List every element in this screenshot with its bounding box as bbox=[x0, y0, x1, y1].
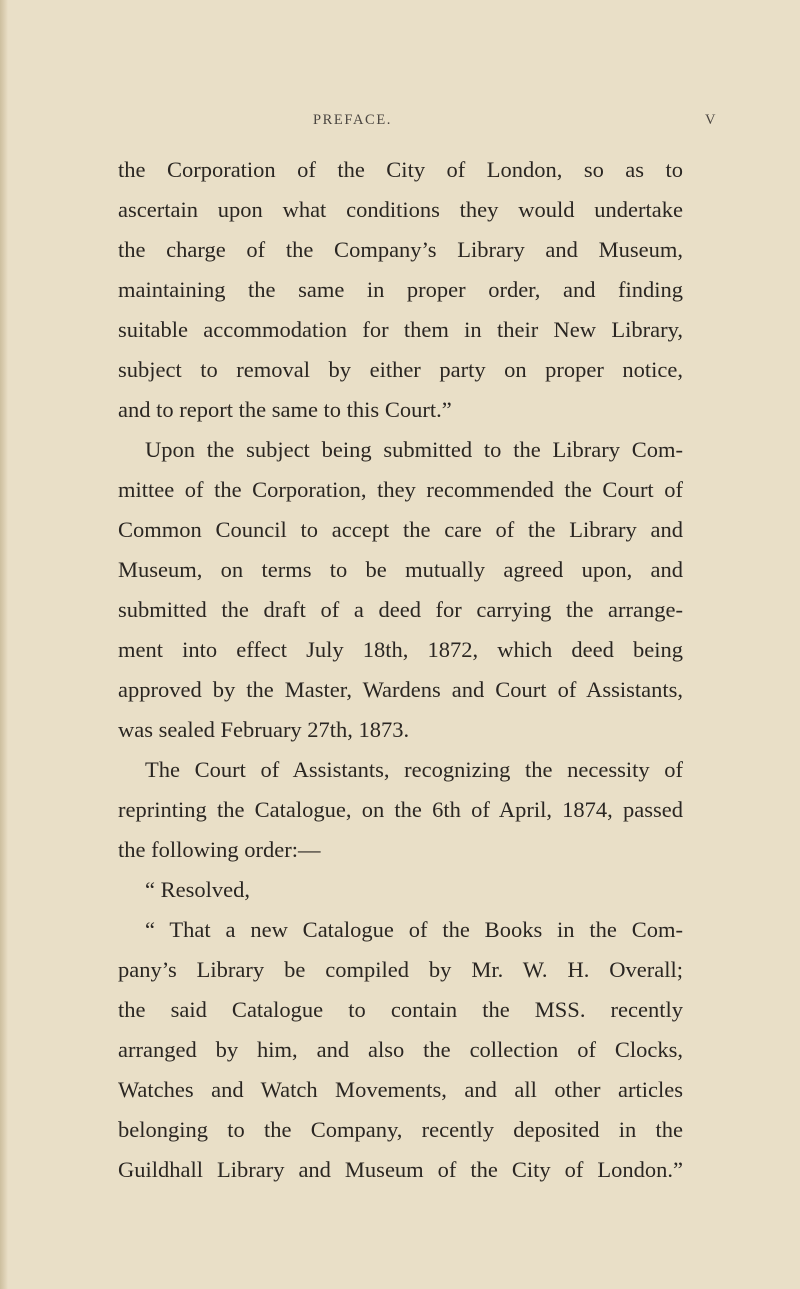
page-edge-shadow bbox=[0, 0, 8, 1289]
text-line: Upon the subject being submitted to the Library Com- bbox=[145, 437, 683, 462]
text-line: submitted the draft of a deed for carrying the arrange- bbox=[118, 597, 683, 622]
text-line: was sealed February 27th, 1873. bbox=[118, 717, 410, 742]
text-line: Watches and Watch Movements, and all other articles bbox=[118, 1077, 683, 1102]
text-line: Museum, on terms to be mutually agreed upon, and bbox=[118, 557, 683, 582]
running-head bbox=[0, 112, 800, 136]
text-line: and to report the same to this Court.” bbox=[118, 397, 452, 422]
text-line: the charge of the Company’s Library and Museum, bbox=[118, 237, 683, 262]
text-line: belonging to the Company, recently deposited in the bbox=[118, 1117, 683, 1142]
text-line: ascertain upon what conditions they would undertake bbox=[118, 197, 683, 222]
text-line: approved by the Master, Wardens and Court of Assistants, bbox=[118, 677, 683, 702]
text-line: Common Council to accept the care of the Library and bbox=[118, 517, 683, 542]
text-line: “ That a new Catalogue of the Books in the Com- bbox=[145, 917, 683, 942]
text-line: mittee of the Corporation, they recommended the Court of bbox=[118, 477, 683, 502]
text-line: the following order:— bbox=[118, 837, 321, 862]
text-line: suitable accommodation for them in their New Library, bbox=[118, 317, 683, 342]
running-head-title: PREFACE. bbox=[313, 112, 393, 128]
text-line: maintaining the same in proper order, and finding bbox=[118, 277, 683, 302]
text-line: reprinting the Catalogue, on the 6th of April, 1874, passed bbox=[118, 797, 683, 822]
text-line: the Corporation of the City of London, so as to bbox=[118, 157, 683, 182]
text-line: The Court of Assistants, recognizing the necessity of bbox=[145, 757, 683, 782]
text-line: “ Resolved, bbox=[145, 877, 250, 902]
text-line: the said Catalogue to contain the MSS. recently bbox=[118, 997, 683, 1022]
text-line: Guildhall Library and Museum of the City of London.” bbox=[118, 1157, 683, 1182]
text-line: pany’s Library be compiled by Mr. W. H. Overall; bbox=[118, 957, 683, 982]
text-line: subject to removal by either party on proper notice, bbox=[118, 357, 683, 382]
text-line: ment into effect July 18th, 1872, which deed being bbox=[118, 637, 683, 662]
page-number: V bbox=[705, 112, 716, 128]
text-line: arranged by him, and also the collection of Clocks, bbox=[118, 1037, 683, 1062]
